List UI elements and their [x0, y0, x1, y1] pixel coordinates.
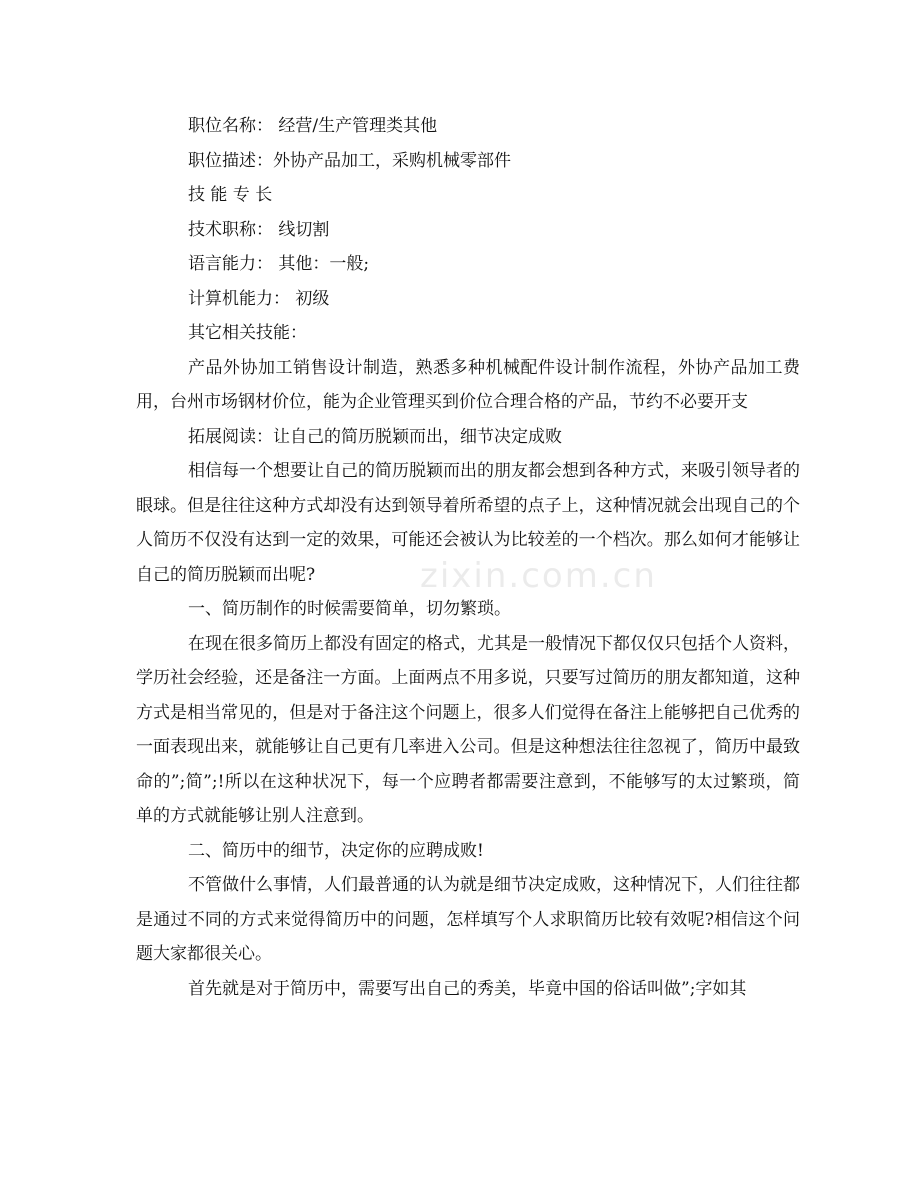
intro-paragraph: 相信每一个想要让自己的简历脱颖而出的朋友都会想到各种方式，来吸引领导者的眼球。但是往往这种方式却没有达到领导着所希望的点子上，这种情况就会出现自己的个人简历不仅没有达到一定的效果，可能还会被认为比较差的一个档次。那么如何才能够让自己的简历脱颖而出呢? [136, 461, 800, 585]
language-ability-line: 语言能力： 其他：一般; [188, 254, 370, 274]
extended-reading-title: 拓展阅读：让自己的简历脱颖而出，细节决定成败 [188, 426, 562, 447]
computer-ability-line: 计算机能力： 初级 [188, 288, 330, 309]
skills-paragraph: 产品外协加工销售设计制造，熟悉多种机械配件设计制作流程，外协产品加工费用，台州市场钢材价位，能为企业管理买到价位合理合格的产品，节约不必要开支 [136, 357, 800, 412]
closing-paragraph: 首先就是对于简历中，需要写出自己的秀美，毕竟中国的俗话叫做”;字如其 [188, 978, 747, 999]
section-two-heading: 二、简历中的细节，决定你的应聘成败! [188, 840, 484, 861]
section-two-paragraph: 不管做什么事情，人们最普通的认为就是细节决定成败，这种情况下，人们往往都是通过不同的方式来觉得简历中的问题，怎样填写个人求职简历比较有效呢?相信这个问题大家都很关心。 [136, 875, 800, 964]
tech-title-line: 技术职称： 线切割 [188, 219, 330, 240]
other-skills-label: 其它相关技能： [188, 323, 307, 343]
position-name-line: 职位名称： 经营/生产管理类其他 [188, 116, 438, 136]
document-body [136, 109, 800, 1006]
watermark-text: zixin.com.cn [420, 556, 657, 596]
section-one-heading: 一、简历制作的时候需要简单，切勿繁琐。 [188, 599, 511, 619]
position-description-line: 职位描述：外协产品加工，采购机械零部件 [188, 150, 511, 171]
skills-heading: 技 能 专 长 [188, 185, 273, 205]
section-one-paragraph: 在现在很多简历上都没有固定的格式，尤其是一般情况下都仅仅只包括个人资料，学历社会经验，还是备注一方面。上面两点不用多说，只要写过简历的朋友都知道，这种方式是相当常见的，但是对于备注这个问题上，很多人们觉得在备注上能够把自己优秀的一面表现出来，就能够让自己更有几率进入公司。但是这种想法往往忽视了，简历中最致命的”;简”;!所以在这种状况下，每一个应聘者都需要注意到，不能够写的太过繁琐，简单的方式就能够让别人注意到。 [136, 633, 800, 826]
